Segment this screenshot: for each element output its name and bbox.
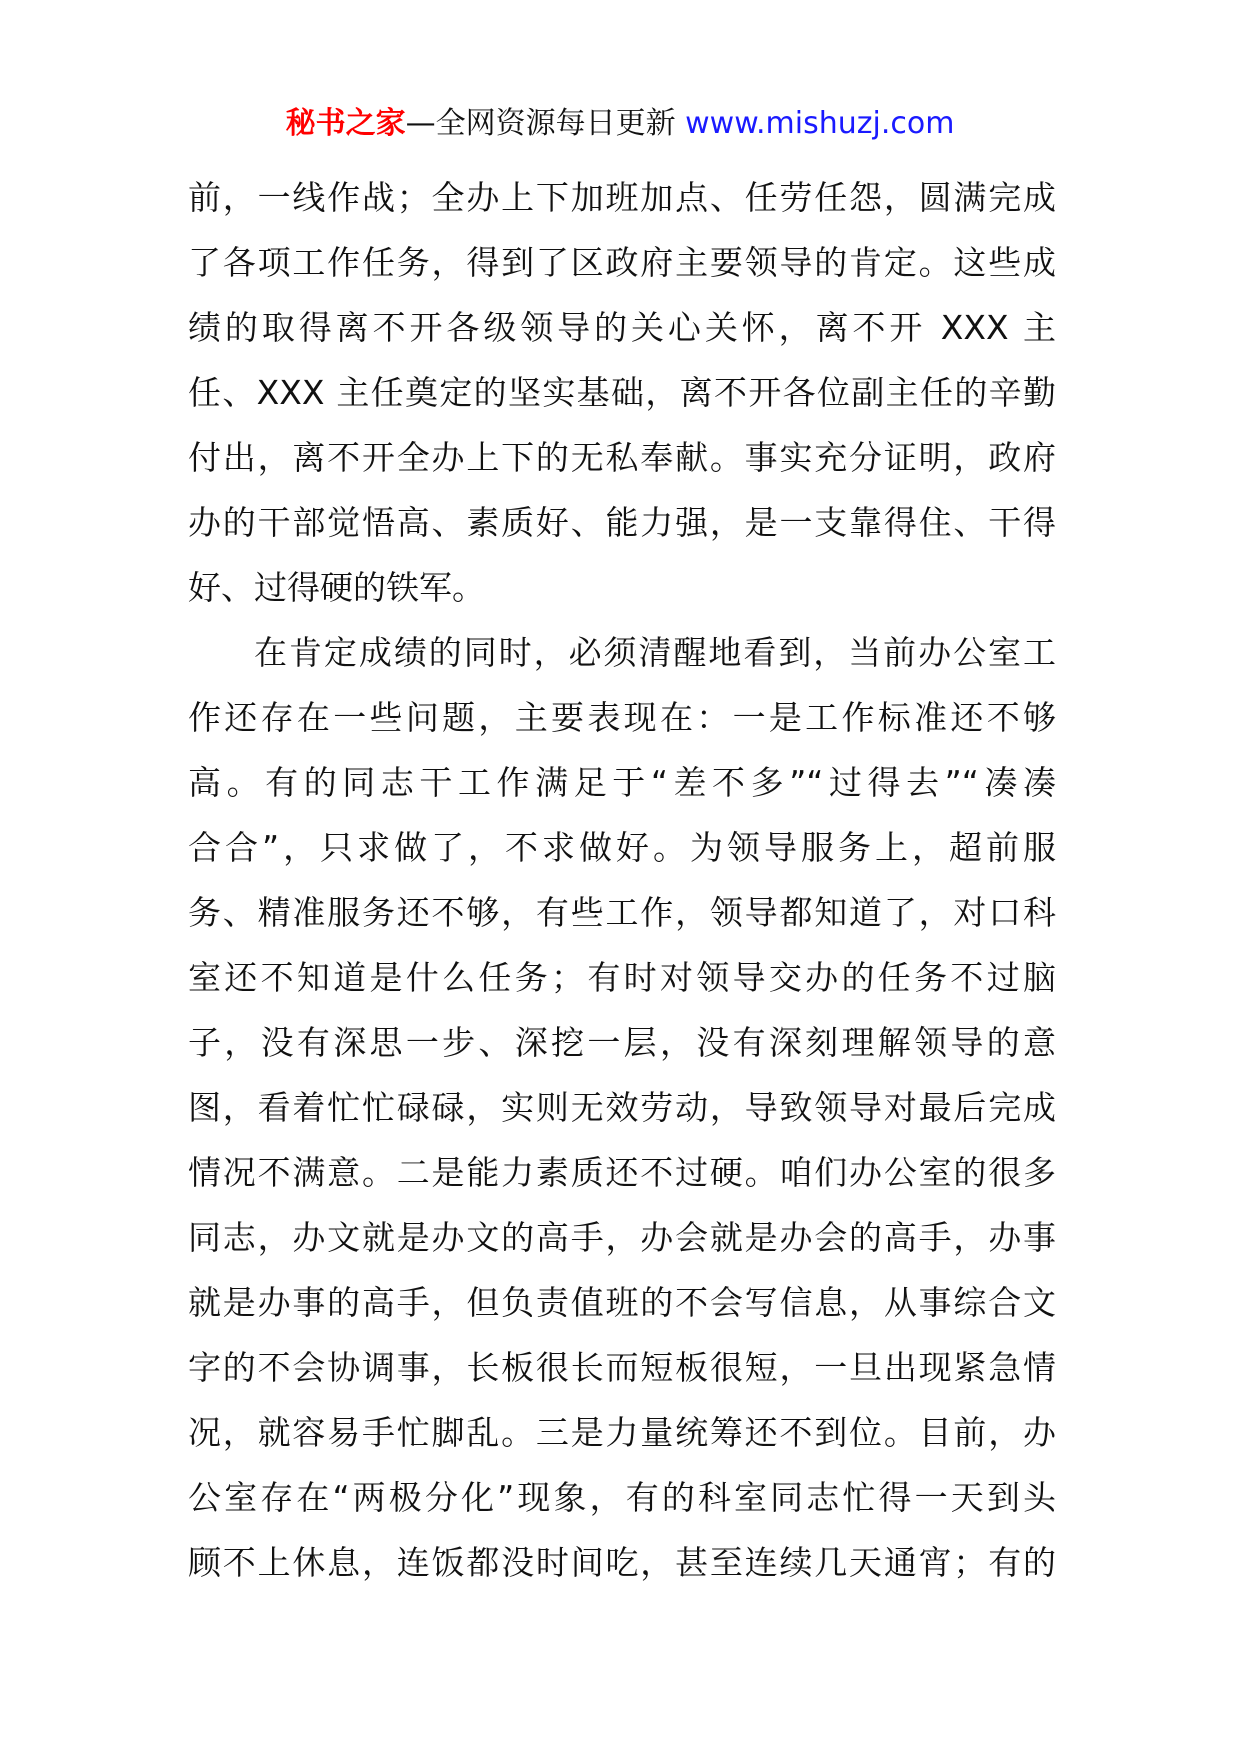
paragraph-2 [188,620,1056,1595]
text-line: 子，没有深思一步、深挖一层，没有深刻理解领导的意 [188,1023,1056,1062]
text-line: 高。有的同志干工作满足于“差不多”“过得去”“凑凑 [188,763,1056,802]
text-line: 前，一线作战；全办上下加班加点、任劳任怨，圆满完成 [188,178,1056,217]
text-line: 公室存在“两极分化”现象，有的科室同志忙得一天到头 [188,1478,1056,1517]
header-url-link[interactable]: www.mishuzj.com [685,106,955,141]
text-line: 绩的取得离不开各级领导的关心关怀，离不开 XXX 主 [188,308,1056,347]
text-line: 字的不会协调事，长板很长而短板很短，一旦出现紧急情 [188,1348,1056,1387]
text-line: 图，看着忙忙碌碌，实则无效劳动，导致领导对最后完成 [188,1088,1056,1127]
text-line: 同志，办文就是办文的高手，办会就是办会的高手，办事 [188,1218,1056,1257]
text-line: 办的干部觉悟高、素质好、能力强，是一支靠得住、干得 [188,503,1056,542]
header-tagline: —全网资源每日更新 [405,106,676,141]
header-brand: 秘书之家 [285,106,406,141]
text-line: 顾不上休息，连饭都没时间吃，甚至连续几天通宵；有的 [188,1543,1056,1582]
text-line: 室还不知道是什么任务；有时对领导交办的任务不过脑 [188,958,1056,997]
text-line: 好、过得硬的铁军。 [188,568,485,607]
text-line: 况，就容易手忙脚乱。三是力量统筹还不到位。目前，办 [188,1413,1056,1452]
text-line: 情况不满意。二是能力素质还不过硬。咱们办公室的很多 [188,1153,1056,1192]
text-line: 了各项工作任务，得到了区政府主要领导的肯定。这些成 [188,243,1056,282]
text-line: 就是办事的高手，但负责值班的不会写信息，从事综合文 [188,1283,1056,1322]
text-line: 付出，离不开全办上下的无私奉献。事实充分证明，政府 [188,438,1056,477]
paragraph-1 [188,165,1056,620]
text-line: 在肯定成绩的同时，必须清醒地看到，当前办公室工 [254,633,1056,672]
text-line: 任、XXX 主任奠定的坚实基础，离不开各位副主任的辛勤 [188,373,1056,412]
text-line: 务、精准服务还不够，有些工作，领导都知道了，对口科 [188,893,1056,932]
text-line: 作还存在一些问题，主要表现在：一是工作标准还不够 [188,698,1056,737]
page-header [0,104,1240,144]
document-body [188,165,1056,1595]
text-line: 合合”，只求做了，不求做好。为领导服务上，超前服 [188,828,1056,867]
